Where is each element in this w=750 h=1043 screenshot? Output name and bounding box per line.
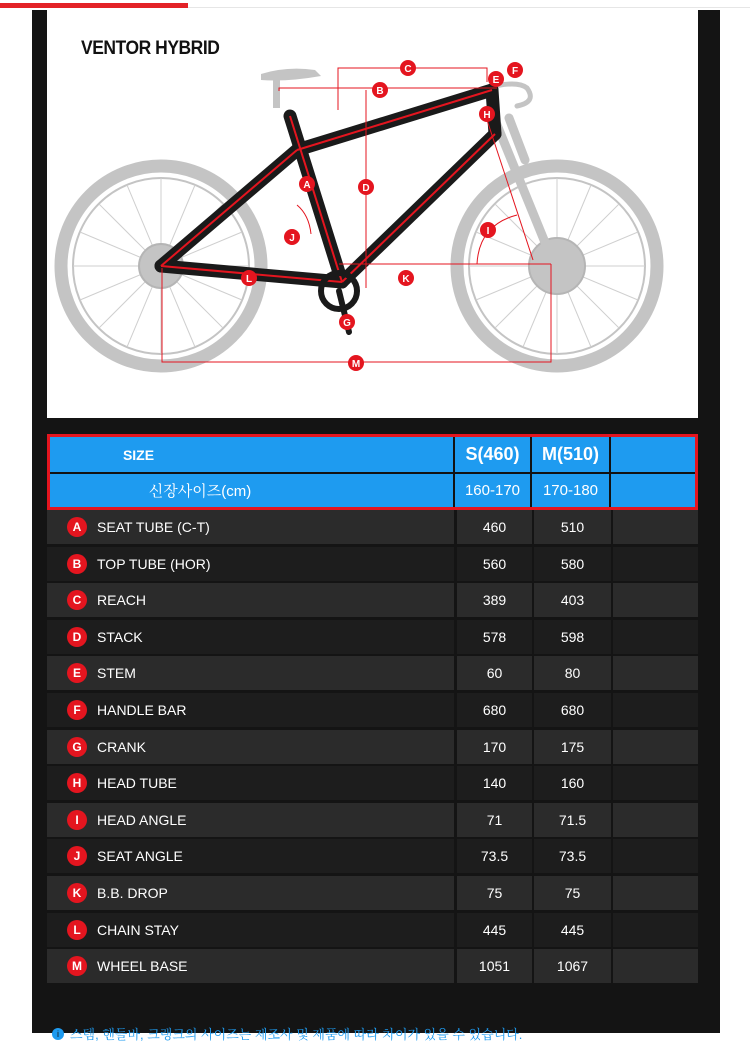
table-row	[47, 656, 698, 690]
size-m-value: 71.5	[534, 803, 611, 837]
row-label-cell	[47, 730, 454, 764]
size-m-value: 73.5	[534, 839, 611, 873]
callout-m	[348, 355, 364, 371]
empty-cell	[613, 547, 698, 581]
row-label-cell	[47, 547, 454, 581]
callout-c	[400, 60, 416, 76]
disclaimer-note	[52, 1024, 522, 1043]
size-m-header: M(510)	[541, 444, 599, 464]
header-col-divider	[530, 437, 532, 507]
svg-text:C: C	[404, 64, 412, 75]
bike-geometry-diagram	[47, 10, 698, 418]
row-label-cell	[47, 766, 454, 800]
size-s-value: 1051	[457, 949, 532, 983]
size-m-value: 1067	[534, 949, 611, 983]
diagram-title: VENTOR HYBRID	[81, 38, 220, 59]
active-indicator-bar	[0, 3, 188, 8]
size-s-value: 170	[457, 730, 532, 764]
svg-text:J: J	[289, 233, 295, 244]
letter-badge: A	[67, 517, 87, 537]
callout-h	[479, 106, 495, 122]
letter-badge: C	[67, 590, 87, 610]
row-label-cell	[47, 913, 454, 947]
callout-i	[480, 222, 496, 238]
size-s-value: 60	[457, 656, 532, 690]
size-m-value: 75	[534, 876, 611, 910]
callout-d	[358, 179, 374, 195]
row-label-cell	[47, 949, 454, 983]
size-m-value: 445	[534, 913, 611, 947]
empty-cell	[613, 803, 698, 837]
disclaimer-text: 스템, 핸들바, 크랭크의 사이즈는 제조사 및 제품에 따라 차이가 있을 수 있습니다.	[70, 1027, 523, 1042]
row-label: HEAD ANGLE	[97, 811, 187, 828]
header-col-divider	[453, 437, 455, 507]
letter-badge: D	[67, 627, 87, 647]
callout-e	[488, 71, 504, 87]
height-label: 신장사이즈(cm)	[148, 483, 252, 500]
row-label: CHAIN STAY	[97, 921, 179, 938]
letter-badge: M	[67, 956, 87, 976]
svg-text:L: L	[245, 274, 253, 285]
empty-cell	[613, 693, 698, 727]
table-row	[47, 547, 698, 581]
table-row	[47, 913, 698, 947]
fork	[495, 118, 553, 262]
size-label: SIZE	[122, 446, 155, 463]
callout-l	[241, 270, 257, 286]
size-m-value: 403	[534, 583, 611, 617]
letter-badge: F	[67, 700, 87, 720]
size-s-value: 578	[457, 620, 532, 654]
callout-f	[507, 62, 523, 78]
callout-k	[398, 270, 414, 286]
table-row	[47, 583, 698, 617]
letter-badge: H	[67, 773, 87, 793]
row-label-cell	[47, 620, 454, 654]
empty-cell	[613, 949, 698, 983]
table-row	[47, 730, 698, 764]
row-label-cell	[47, 693, 454, 727]
empty-cell	[613, 876, 698, 910]
size-s-value: 460	[457, 510, 532, 544]
table-row	[47, 766, 698, 800]
header-divider	[50, 472, 695, 474]
svg-text:G: G	[343, 318, 351, 329]
letter-badge: I	[67, 810, 87, 830]
size-table-header	[47, 434, 698, 510]
size-s-value: 140	[457, 766, 532, 800]
row-label: TOP TUBE (HOR)	[97, 555, 211, 572]
letter-badge: K	[67, 883, 87, 903]
row-label-cell	[47, 510, 454, 544]
size-s-value: 560	[457, 547, 532, 581]
empty-cell	[613, 839, 698, 873]
svg-text:E: E	[492, 75, 500, 86]
row-label: SEAT ANGLE	[97, 848, 183, 865]
row-label: REACH	[97, 592, 147, 609]
table-row	[47, 876, 698, 910]
callout-j	[284, 229, 300, 245]
front-wheel	[457, 166, 657, 366]
letter-badge: L	[67, 920, 87, 940]
svg-text:K: K	[402, 274, 410, 285]
empty-cell	[613, 766, 698, 800]
empty-cell	[613, 656, 698, 690]
info-icon: i	[52, 1028, 64, 1040]
row-label: STEM	[97, 665, 136, 682]
empty-cell	[613, 730, 698, 764]
svg-text:H: H	[483, 110, 491, 121]
size-s-value: 680	[457, 693, 532, 727]
page-top-indicator	[0, 0, 750, 10]
row-label-cell	[47, 839, 454, 873]
empty-cell	[613, 913, 698, 947]
empty-cell	[613, 583, 698, 617]
row-label: B.B. DROP	[97, 885, 168, 901]
svg-text:M: M	[351, 359, 361, 370]
header-col-divider	[609, 437, 611, 507]
table-row	[47, 803, 698, 837]
size-m-value: 580	[534, 547, 611, 581]
size-s-value: 73.5	[457, 839, 532, 873]
size-m-value: 175	[534, 730, 611, 764]
empty-cell	[613, 620, 698, 654]
svg-text:B: B	[376, 86, 384, 97]
size-m-value: 510	[534, 510, 611, 544]
height-m-range: 170-180	[542, 482, 599, 499]
size-s-value: 71	[457, 803, 532, 837]
size-s-value: 389	[457, 583, 532, 617]
row-label: SEAT TUBE (C-T)	[97, 519, 210, 535]
size-s-header: S(460)	[465, 444, 520, 464]
height-s-range: 160-170	[464, 482, 521, 499]
svg-text:A: A	[303, 180, 311, 191]
row-label: WHEEL BASE	[97, 958, 188, 975]
row-label: STACK	[97, 628, 143, 645]
svg-text:F: F	[511, 66, 519, 77]
row-label-cell	[47, 876, 454, 910]
empty-cell	[613, 510, 698, 544]
letter-badge: J	[67, 846, 87, 866]
row-label-cell	[47, 803, 454, 837]
row-label: CRANK	[97, 738, 147, 755]
row-label: HEAD TUBE	[97, 775, 177, 792]
size-s-value: 75	[457, 876, 532, 910]
letter-badge: G	[67, 737, 87, 757]
size-m-value: 680	[534, 693, 611, 727]
size-m-value: 80	[534, 656, 611, 690]
size-s-value: 445	[457, 913, 532, 947]
size-m-value: 598	[534, 620, 611, 654]
table-row	[47, 620, 698, 654]
table-row	[47, 949, 698, 983]
table-row	[47, 693, 698, 727]
svg-text:I: I	[486, 226, 490, 237]
top-divider	[188, 7, 750, 8]
callout-g	[339, 314, 355, 330]
letter-badge: B	[67, 554, 87, 574]
table-row	[47, 510, 698, 544]
svg-text:D: D	[362, 183, 370, 194]
size-m-value: 160	[534, 766, 611, 800]
callout-b	[372, 82, 388, 98]
row-label-cell	[47, 656, 454, 690]
bike-illustration	[47, 10, 698, 418]
table-row	[47, 839, 698, 873]
row-label: HANDLE BAR	[97, 702, 187, 718]
row-label-cell	[47, 583, 454, 617]
callout-a	[299, 176, 315, 192]
letter-badge: E	[67, 663, 87, 683]
